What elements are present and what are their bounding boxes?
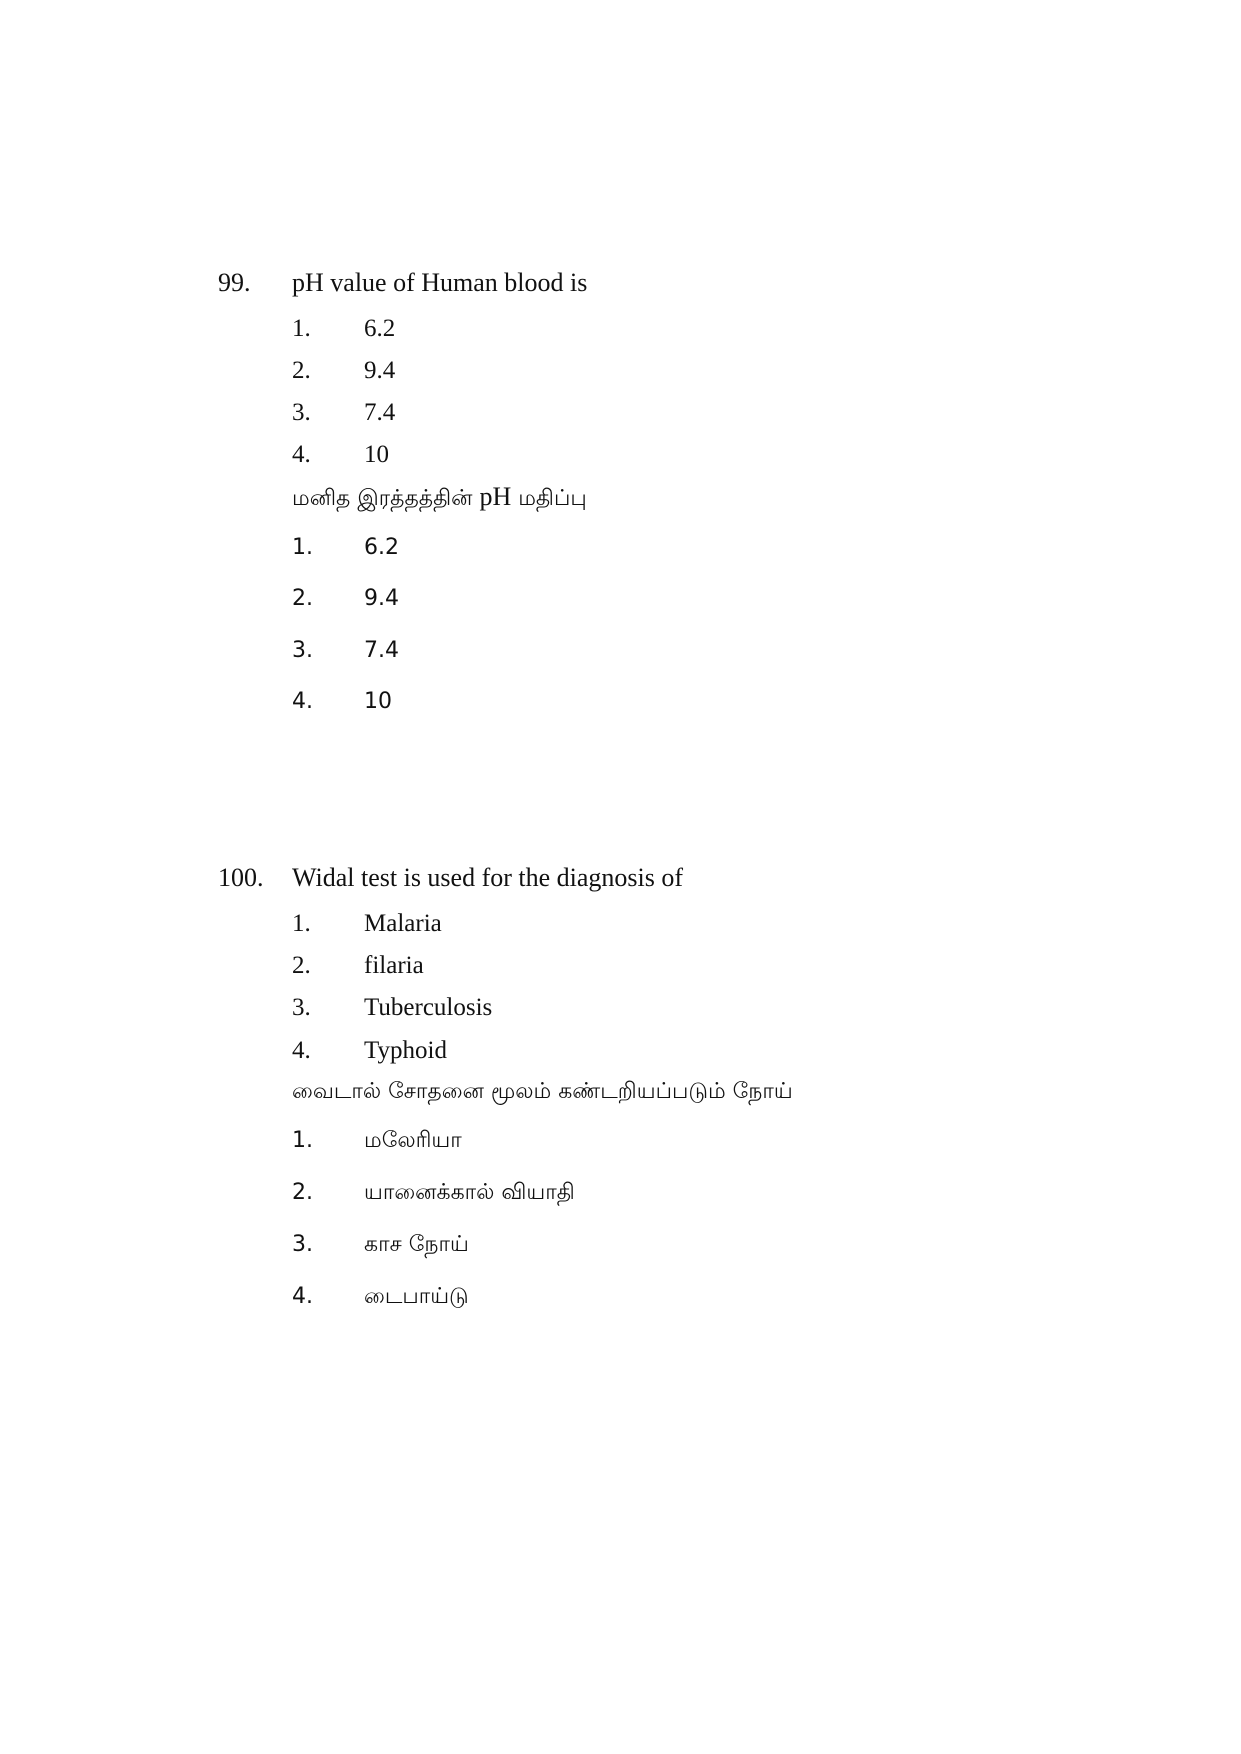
tamil-text-latin-part: pH bbox=[479, 482, 512, 511]
option-text: 10 bbox=[364, 689, 392, 714]
option-number: 3. bbox=[292, 994, 311, 1021]
question-text-tamil: வைடால் சோதனை மூலம் கண்டறியப்படும் நோய் bbox=[292, 1079, 793, 1104]
tamil-text-part: மனித இரத்தத்தின் bbox=[292, 486, 480, 511]
option-number: 1. bbox=[292, 315, 311, 342]
option-number: 4. bbox=[292, 689, 313, 714]
option-number: 2. bbox=[292, 952, 311, 979]
question-number: 100. bbox=[218, 863, 264, 892]
option-text: டைபாய்டு bbox=[364, 1284, 469, 1309]
option-number: 1. bbox=[292, 1128, 313, 1153]
option-text: 6.2 bbox=[364, 315, 396, 342]
option-text: Typhoid bbox=[364, 1037, 447, 1064]
option-text: Tuberculosis bbox=[364, 994, 493, 1021]
question-number: 99. bbox=[218, 268, 251, 297]
option-text: 6.2 bbox=[364, 535, 399, 560]
option-number: 2. bbox=[292, 1180, 313, 1205]
option-text: 9.4 bbox=[364, 357, 396, 384]
option-number: 4. bbox=[292, 441, 311, 468]
option-number: 3. bbox=[292, 638, 313, 663]
option-number: 4. bbox=[292, 1037, 311, 1064]
question-text-english: Widal test is used for the diagnosis of bbox=[292, 863, 684, 892]
option-number: 1. bbox=[292, 535, 313, 560]
option-text: 9.4 bbox=[364, 586, 399, 611]
question-text-english: pH value of Human blood is bbox=[292, 268, 588, 297]
option-number: 3. bbox=[292, 1232, 313, 1257]
option-number: 4. bbox=[292, 1284, 313, 1309]
tamil-text-part: மதிப்பு bbox=[511, 486, 587, 511]
option-text: மலேரியா bbox=[364, 1128, 462, 1153]
option-text: யானைக்கால் வியாதி bbox=[364, 1180, 575, 1205]
option-number: 3. bbox=[292, 399, 311, 426]
option-number: 2. bbox=[292, 357, 311, 384]
option-text: காச நோய் bbox=[364, 1232, 469, 1257]
option-number: 2. bbox=[292, 586, 313, 611]
option-number: 1. bbox=[292, 910, 311, 937]
question-text-tamil bbox=[292, 482, 587, 514]
option-text: Malaria bbox=[364, 910, 442, 937]
option-text: filaria bbox=[364, 952, 424, 979]
option-text: 10 bbox=[364, 441, 389, 468]
option-text: 7.4 bbox=[364, 399, 396, 426]
option-text: 7.4 bbox=[364, 638, 399, 663]
